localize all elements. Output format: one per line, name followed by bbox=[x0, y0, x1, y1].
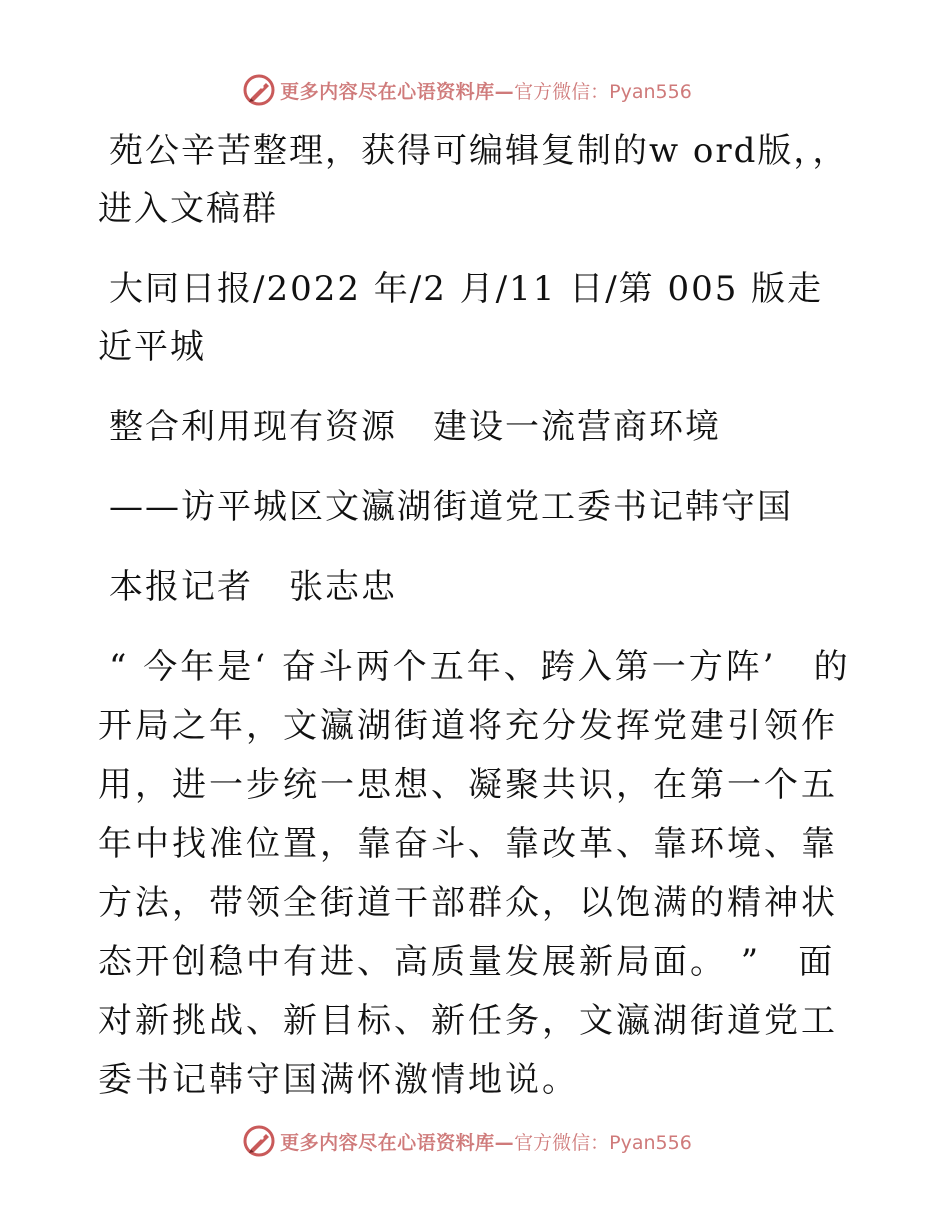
source-line: 大同日报/2022 年/2 月/11 日/第 005 版走近平城 bbox=[98, 269, 824, 367]
article-subtitle: ——访平城区文瀛湖街道党工委书记韩守国 bbox=[109, 487, 793, 527]
banner-text: 更多内容尽在心语资料库— bbox=[280, 1131, 515, 1154]
header-banner bbox=[0, 70, 950, 110]
pen-logo-icon bbox=[242, 1124, 276, 1158]
banner-text: 更多内容尽在心语资料库— bbox=[280, 80, 515, 103]
banner-content bbox=[242, 1124, 692, 1158]
footer-banner bbox=[0, 1121, 950, 1161]
pen-logo-icon bbox=[242, 73, 276, 107]
banner-wechat: 官方微信：Pyan556 bbox=[514, 80, 692, 103]
banner-content bbox=[242, 73, 692, 107]
article-headline: 整合利用现有资源 建设一流营商环境 bbox=[109, 407, 721, 447]
article-body-paragraph: “ 今年是‘ 奋斗两个五年、跨入第一方阵’ 的开局之年，文瀛湖街道将充分发挥党建引领作用，进一步统一思想、凝聚共识，在第一个五年中找准位置，靠奋斗、靠改革、靠环境、靠方法，带领全街道干部群众，以饱满的精神状态开创稳中有进、高质量发展新局面。 ” 面对新挑战、新目标、新任务，文瀛湖街道党工委书记韩守国满怀激情地说。 bbox=[98, 647, 851, 1100]
article-byline: 本报记者 张志忠 bbox=[109, 567, 397, 607]
document-body bbox=[98, 122, 858, 1132]
banner-wechat: 官方微信：Pyan556 bbox=[514, 1131, 692, 1154]
intro-paragraph: 苑公辛苦整理，获得可编辑复制的w ord版，，进入文稿群 bbox=[98, 131, 849, 229]
